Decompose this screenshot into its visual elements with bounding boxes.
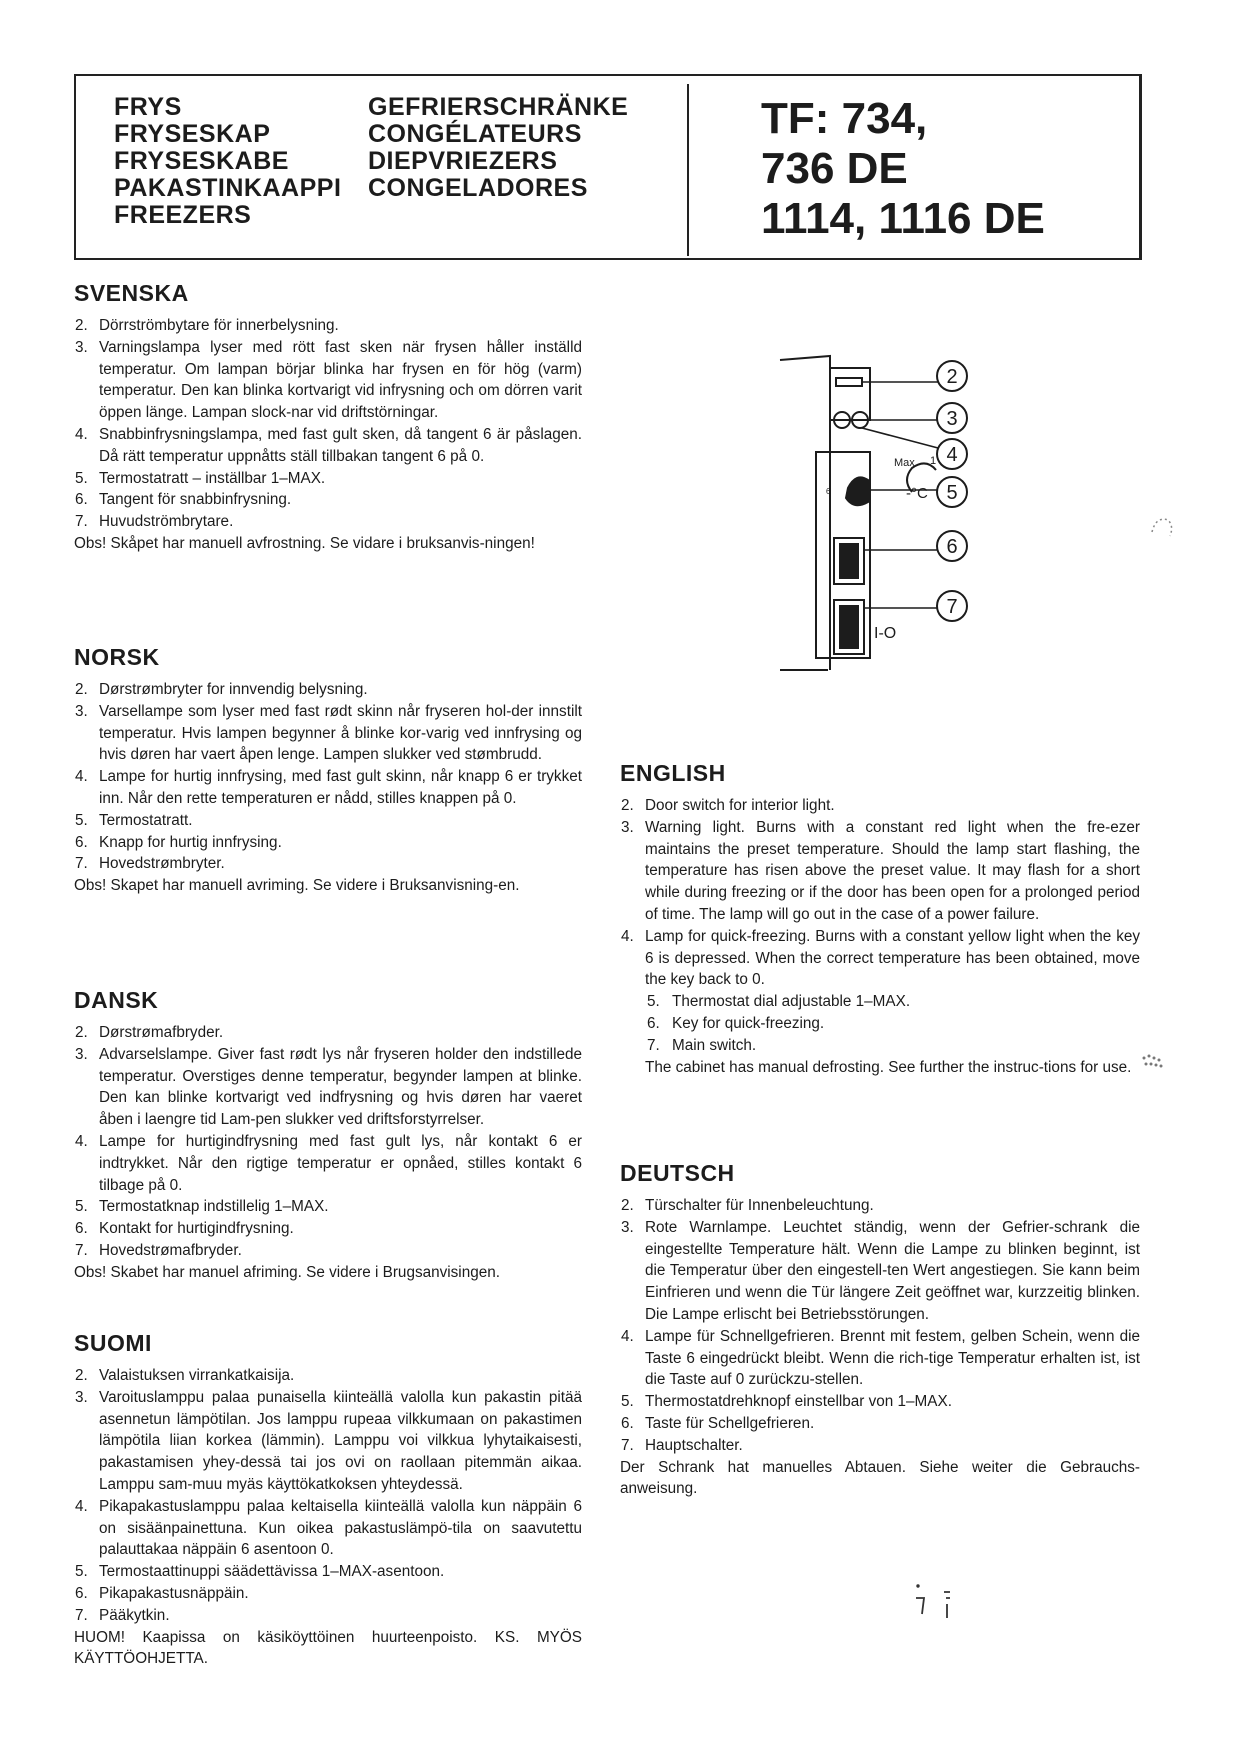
item-number: 7. (75, 1606, 88, 1624)
callout-number-5: 5 (946, 482, 958, 504)
section-suomi (74, 1330, 582, 1670)
list-item (620, 1391, 1140, 1413)
header-titles-continental (368, 94, 628, 202)
callout-number-6: 6 (946, 536, 958, 558)
item-number: 6. (75, 1584, 88, 1602)
list-item (620, 1435, 1140, 1457)
section-svenska (74, 280, 582, 555)
list-item (74, 1196, 582, 1218)
header-title: FRYS (114, 93, 182, 121)
item-text: Pääkytkin. (99, 1606, 170, 1624)
item-number: 6. (621, 1414, 634, 1432)
list-item (74, 1605, 582, 1627)
item-text: Thermostatdrehknopf einstellbar von 1–MAX. (645, 1393, 952, 1411)
list-item (74, 832, 582, 854)
item-number: 2. (75, 317, 88, 334)
header-divider (687, 84, 689, 256)
item-number: 6. (647, 1014, 660, 1032)
item-text: Hovedstrømafbryder. (99, 1241, 242, 1259)
section-note: Obs! Skåpet har manuell avfrostning. Se vidare i bruksanvis-ningen! (74, 534, 535, 552)
item-number: 3. (75, 338, 88, 356)
item-text: Kontakt for hurtigindfrysning. (99, 1220, 294, 1238)
list-item (620, 795, 1140, 817)
list-item (620, 817, 1140, 926)
section-deutsch (620, 1160, 1140, 1500)
item-text: Varoituslamppu palaa punaisella kiinteällä valolla kun pakastin pitää asennetun lämpötilan. Jos lamppu rupeaa vilkkumaan on pakastimen lämpötila liian korkea (lämmin). Lamppu voi vilkkua lyhytaikaisesti, pakastamisen yhey-dessä tai jos ovi on raollaan pitemmän aikaa. Lamppu sam-muu myäs käyttökatkoksen yhteydessä. (99, 1388, 582, 1493)
model-line: TF: 734, (761, 94, 928, 143)
list-item (74, 1365, 582, 1387)
section-title: ENGLISH (620, 760, 726, 786)
list-item (620, 1013, 1140, 1035)
section-note: HUOM! Kaapissa on käsiköyttöinen huurteenpoisto. KS. MYÖS KÄYTTÖOHJETTA. (74, 1628, 582, 1668)
list-item (620, 991, 1140, 1013)
list-item (74, 1240, 582, 1262)
list-item (620, 1413, 1140, 1435)
item-list (620, 1195, 1140, 1457)
item-number: 2. (75, 1024, 88, 1041)
item-list (620, 795, 1140, 1057)
item-text: Termostatknap indstillelig 1–MAX. (99, 1198, 329, 1216)
item-text: Hauptschalter. (645, 1436, 743, 1454)
item-number: 4. (75, 425, 88, 443)
list-item (74, 1022, 582, 1044)
item-number: 2. (75, 1367, 88, 1384)
section-norsk (74, 644, 582, 897)
item-number: 5. (75, 469, 88, 487)
item-number: 4. (621, 1327, 634, 1345)
list-item (620, 1217, 1140, 1326)
callout-number-4: 4 (946, 444, 958, 466)
section-dansk (74, 987, 582, 1284)
item-text: Dörrströmbytare för innerbelysning. (99, 317, 339, 334)
item-text: Lamp for quick-freezing. Burns with a constant yellow light when the key 6 is depressed. When the correct temperature has been obtained, move the key back to 0. (645, 927, 1140, 989)
item-text: Dørstrømafbryder. (99, 1024, 224, 1041)
header-title: PAKASTINKAAPPI (114, 174, 342, 202)
header-title: FREEZERS (114, 201, 252, 229)
thermostat-dial-icon (846, 477, 868, 505)
item-number: 5. (75, 1563, 88, 1581)
item-number: 3. (621, 818, 634, 836)
leader-line-4 (862, 428, 938, 448)
item-number: 5. (75, 811, 88, 829)
scan-speck (1148, 512, 1176, 540)
header-title: FRYSESKABE (114, 147, 289, 175)
section-title: DANSK (74, 987, 159, 1013)
item-text: Pikapakastusnäppäin. (99, 1584, 249, 1602)
header-box (74, 74, 1142, 260)
header-title: DIEPVRIEZERS (368, 147, 558, 175)
list-item (74, 1561, 582, 1583)
list-item (74, 468, 582, 490)
item-text: Knapp for hurtig innfrysing. (99, 833, 282, 851)
item-text: Termostatratt – inställbar 1–MAX. (99, 469, 326, 487)
item-number: 7. (621, 1436, 634, 1454)
item-number: 2. (621, 1197, 634, 1214)
scan-speck (1140, 1052, 1166, 1072)
item-number: 5. (647, 993, 660, 1011)
section-note: Obs! Skabet har manuel afriming. Se videre i Brugsanvisingen. (74, 1263, 500, 1281)
item-list (74, 315, 582, 533)
callout-number-2: 2 (946, 366, 958, 388)
item-text: Türschalter für Innenbeleuchtung. (645, 1197, 874, 1214)
dial-temperature-label: -°C (906, 485, 928, 502)
section-english (620, 760, 1140, 1078)
item-number: 2. (621, 797, 634, 814)
item-text: Lampe for hurtig innfrysing, med fast gult skinn, når knapp 6 er trykket inn. Når den rette temperaturen er nådd, stilles knappen på 0. (99, 768, 582, 807)
header-title: GEFRIERSCHRÄNKE (368, 93, 629, 121)
key-number-label: 6 (826, 487, 831, 496)
item-text: Snabbinfrysningslampa, med fast gult sken, då tangent 6 är påslagen. Då rätt temperatur uppnåtts ställ tillbakan tangent 6 på 0. (99, 425, 582, 465)
item-number: 4. (75, 1132, 88, 1150)
item-text: Termostaattinuppi säädettävissa 1–MAX-asentoon. (99, 1563, 445, 1581)
item-number: 4. (75, 768, 88, 786)
dial-one-label: 1 (930, 455, 937, 467)
cabinet-outline (780, 356, 830, 670)
section-title: NORSK (74, 644, 160, 670)
list-item (74, 1387, 582, 1496)
item-number: 4. (75, 1497, 88, 1515)
item-number: 7. (75, 855, 88, 873)
section-title: SVENSKA (74, 280, 189, 306)
item-list (74, 1365, 582, 1627)
item-number: 7. (75, 513, 88, 531)
list-item (74, 810, 582, 832)
item-text: Door switch for interior light. (645, 797, 835, 814)
item-number: 7. (647, 1036, 660, 1054)
item-text: Hovedstrømbryter. (99, 855, 225, 873)
item-number: 5. (75, 1198, 88, 1216)
item-text: Dørstrømbryter for innvendig belysning. (99, 681, 368, 698)
list-item (74, 1131, 582, 1196)
item-text: Termostatratt. (99, 811, 193, 829)
item-text: Lampe for hurtigindfrysning med fast gult lys, når kontakt 6 er indtrykket. Når den rigtige temperatur er opnåed, stilles kontakt 6 tilbage på 0. (99, 1132, 582, 1194)
header-title: CONGÉLATEURS (368, 120, 582, 148)
item-number: 2. (75, 681, 88, 698)
item-number: 6. (75, 1220, 88, 1238)
list-item (74, 315, 582, 337)
callout-number-7: 7 (946, 596, 958, 618)
list-item (74, 424, 582, 468)
door-switch-icon (836, 378, 862, 386)
item-text: Pikapakastuslamppu palaa keltaisella kiinteällä valolla kun näppäin 6 on sisäänpainettuna. Kun oikea pakastuslämpö-tila on saavutettu palauttakaa näppäin 6 asentoon 0. (99, 1497, 582, 1559)
item-list (74, 1022, 582, 1262)
item-text: Tangent för snabbinfrysning. (99, 491, 292, 509)
list-item (620, 1326, 1140, 1391)
item-text: Huvudströmbrytare. (99, 513, 234, 531)
freezer-control-panel-diagram (770, 340, 1090, 680)
model-line: 736 DE (761, 144, 908, 193)
list-item (74, 337, 582, 424)
header-title: FRYSESKAP (114, 120, 271, 148)
section-title: SUOMI (74, 1330, 152, 1356)
list-item (74, 679, 582, 701)
list-item (74, 511, 582, 533)
list-item (74, 489, 582, 511)
list-item (74, 1218, 582, 1240)
item-number: 7. (75, 1241, 88, 1259)
section-note: Der Schrank hat manuelles Abtauen. Siehe weiter die Gebrauchs-anweisung. (620, 1458, 1140, 1498)
list-item (74, 853, 582, 875)
header-titles-nordic (114, 94, 341, 229)
callout-number-3: 3 (946, 408, 958, 430)
item-number: 6. (75, 491, 88, 509)
item-number: 3. (75, 1045, 88, 1063)
item-text: Rote Warnlampe. Leuchtet ständig, wenn der Gefrier-schrank die eingestellte Temperature hält. Wenn die Lampe zu blinken beginnt, ist die Temperatur über den eingestell-ten Wert angestiegen. Sie kann beim Einfrieren und wenn die Tür längere Zeit geöffnet war, kurzzeitig blinken. Die Lampe erlischt bei Betriebsstörungen. (645, 1218, 1140, 1323)
model-line: 1114, 1116 DE (761, 194, 1045, 243)
list-item (74, 701, 582, 766)
item-number: 3. (75, 1388, 88, 1406)
item-text: Warning light. Burns with a constant red light when the fre-ezer maintains the preset temperature. Should the lamp start flashing, the temperature has risen above the preset value. It may flash for a short while during freezing or if the door has been open for a prolonged period of time. The lamp will go out in the case of a power failure. (645, 818, 1140, 923)
item-text: Advarselslampe. Giver fast rødt lys når fryseren holder den indstillede temperatur. Overstiges denne temperatur, begynder lampen at blinke. Den kan blinke kortvarigt ved indfrysning og hvis døren har vaeret åben i laengre tid Lam-pen slukker ved driftsforstyrrelser. (99, 1045, 582, 1129)
item-number: 6. (75, 833, 88, 851)
list-item (620, 1195, 1140, 1217)
item-text: Lampe für Schnellgefrieren. Brennt mit festem, gelben Schein, wenn die Taste 6 eingedrückt bleibt. Wenn die rich-tige Temperatur erhalten ist, ist die Taste auf 0 zurückzu-stellen. (645, 1327, 1140, 1389)
item-text: Thermostat dial adjustable 1–MAX. (672, 993, 911, 1011)
item-number: 5. (621, 1393, 634, 1411)
item-text: Key for quick-freezing. (672, 1014, 825, 1032)
header-title: CONGELADORES (368, 174, 588, 202)
item-number: 3. (621, 1218, 634, 1236)
item-text: Varningslampa lyser med rött fast sken när frysen håller inställd temperatur. Om lampan börjar blinka har frysen en för hög (varm) temperatur. Den kan blinka kortvarigt vid infrysning och om dörren varit öppen länge. Lampan slock-nar vid driftstörningar. (99, 338, 582, 422)
section-title: DEUTSCH (620, 1160, 735, 1186)
item-text: Valaistuksen virrankatkaisija. (99, 1367, 295, 1384)
section-note: The cabinet has manual defrosting. See further the instruc-tions for use. (645, 1058, 1132, 1076)
list-item (74, 1583, 582, 1605)
item-text: Taste für Schellgefrieren. (645, 1414, 815, 1432)
list-item (74, 1044, 582, 1131)
item-text: Main switch. (672, 1036, 757, 1054)
list-item (620, 926, 1140, 991)
item-number: 3. (75, 702, 88, 720)
main-switch-label: I-O (874, 625, 897, 642)
list-item (74, 1496, 582, 1561)
item-number: 4. (621, 927, 634, 945)
item-list (74, 679, 582, 875)
item-text: Varsellampe som lyser med fast rødt skinn når fryseren hol-der innstilt temperatur. Hvis lampen begynner å blinke kor-varig ved innfrysing og hvis døren har vaert åpen lenge. Lampen slukker ved stømbrudd. (99, 702, 582, 764)
scan-speck (910, 1578, 970, 1628)
section-note: Obs! Skapet har manuell avriming. Se videre i Bruksanvisning-en. (74, 877, 520, 895)
model-numbers (761, 94, 1045, 244)
list-item (74, 766, 582, 810)
dial-max-label: Max (894, 457, 915, 469)
list-item (620, 1035, 1140, 1057)
